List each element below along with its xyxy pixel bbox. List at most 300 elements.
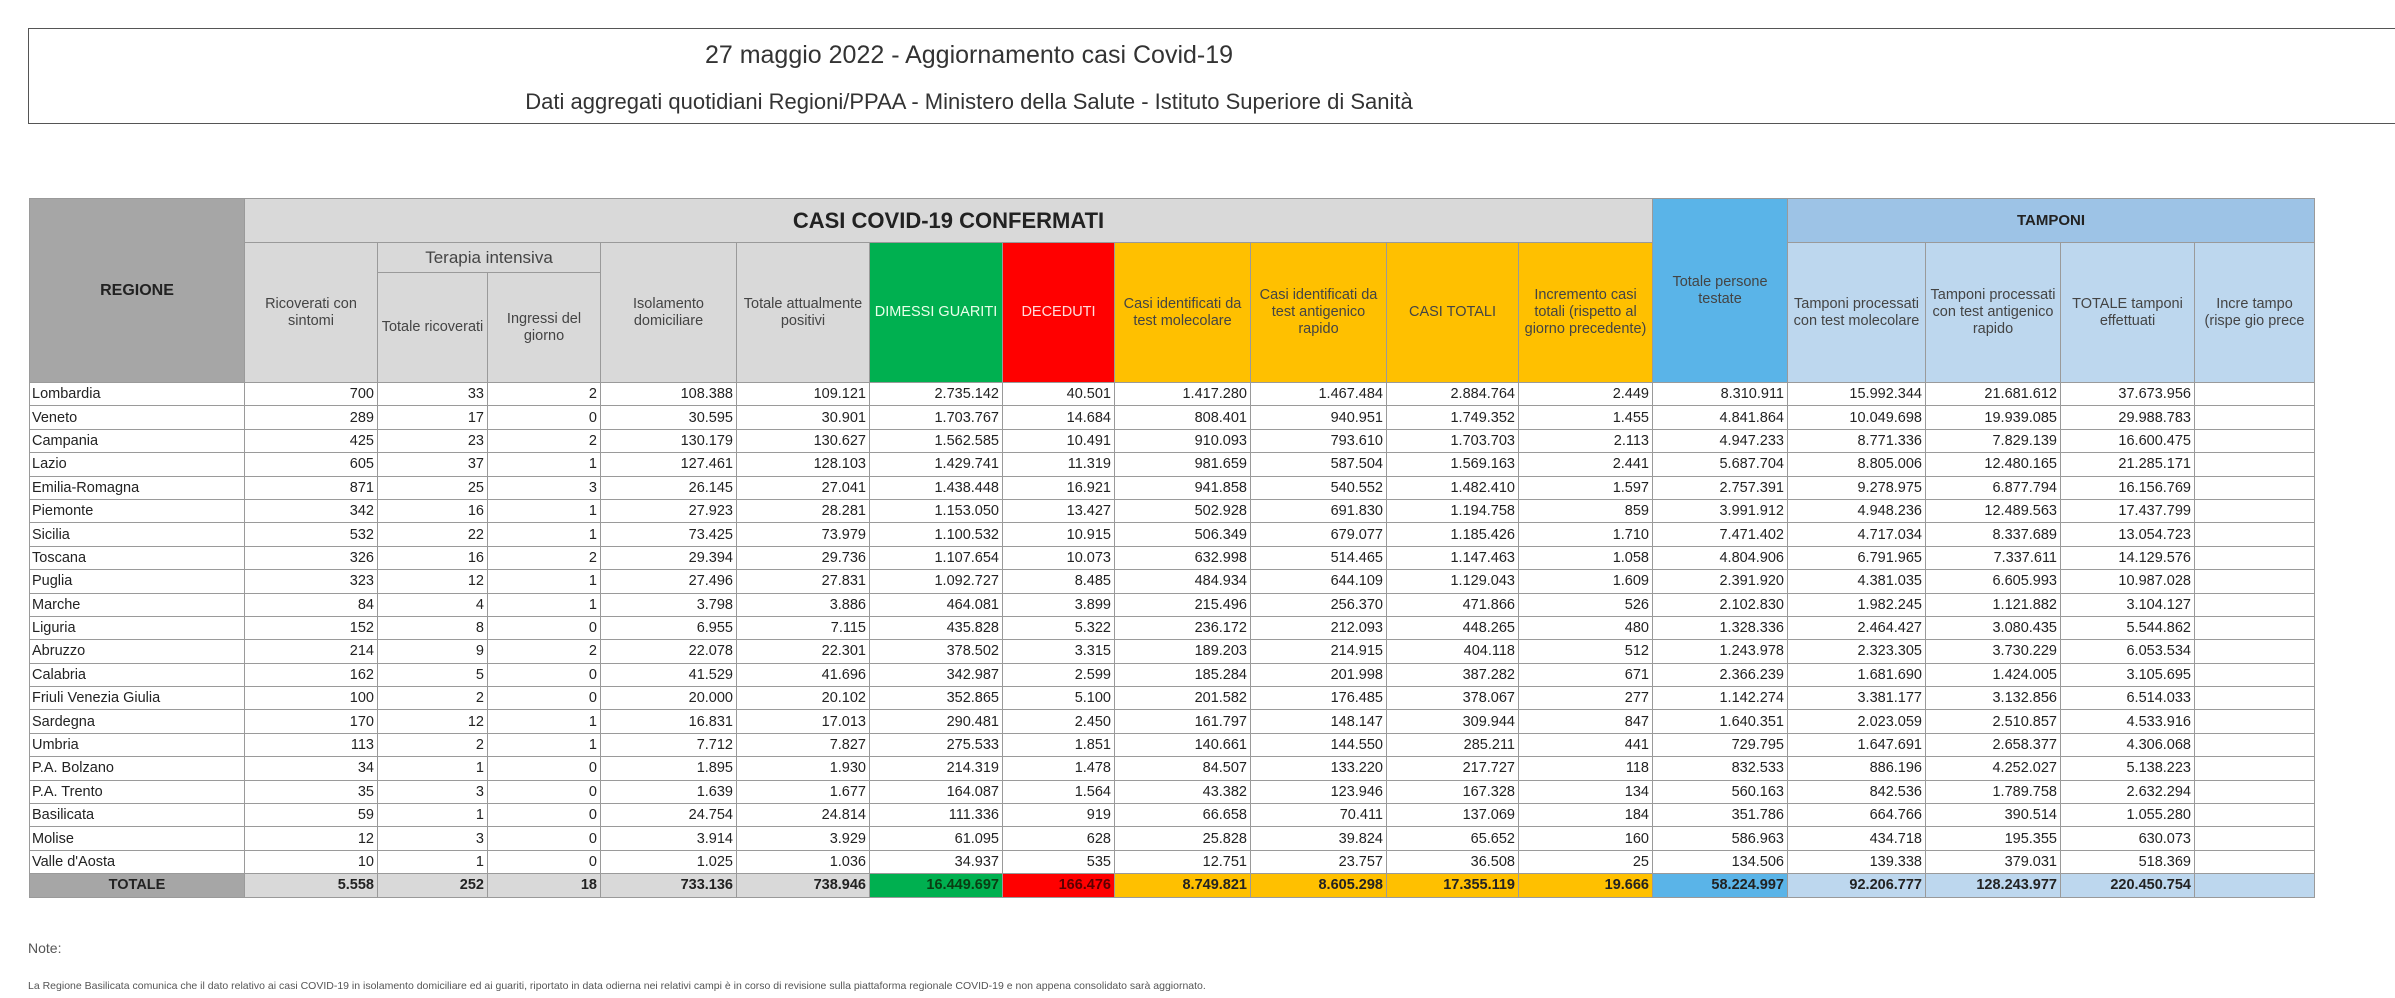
table-cell: 12 bbox=[378, 710, 488, 733]
region-name-cell: Friuli Venezia Giulia bbox=[30, 687, 245, 710]
table-cell: 3.899 bbox=[1003, 593, 1115, 616]
table-cell: 1.478 bbox=[1003, 757, 1115, 780]
table-cell: 1.121.882 bbox=[1926, 593, 2061, 616]
totals-cell-empty bbox=[2195, 874, 2315, 897]
table-cell: 5.100 bbox=[1003, 687, 1115, 710]
totals-cell: 733.136 bbox=[601, 874, 737, 897]
table-cell: 1 bbox=[488, 570, 601, 593]
table-cell: 3.730.229 bbox=[1926, 640, 2061, 663]
table-cell: 842.536 bbox=[1788, 780, 1926, 803]
totals-cell: 58.224.997 bbox=[1653, 874, 1788, 897]
table-cell: 0 bbox=[488, 757, 601, 780]
table-cell: 941.858 bbox=[1115, 476, 1251, 499]
table-cell: 7.712 bbox=[601, 733, 737, 756]
table-cell-empty bbox=[2195, 523, 2315, 546]
table-cell: 162 bbox=[245, 663, 378, 686]
table-cell: 2 bbox=[378, 687, 488, 710]
table-cell: 34.937 bbox=[870, 850, 1003, 873]
table-cell: 201.582 bbox=[1115, 687, 1251, 710]
table-cell: 1.677 bbox=[737, 780, 870, 803]
table-row bbox=[30, 850, 2315, 873]
table-cell: 526 bbox=[1519, 593, 1653, 616]
table-cell: 0 bbox=[488, 687, 601, 710]
table-cell: 10.491 bbox=[1003, 429, 1115, 452]
table-cell: 35 bbox=[245, 780, 378, 803]
table-cell: 886.196 bbox=[1788, 757, 1926, 780]
table-cell: 29.988.783 bbox=[2061, 406, 2195, 429]
table-cell: 6.955 bbox=[601, 616, 737, 639]
table-cell: 1.639 bbox=[601, 780, 737, 803]
table-cell: 24.814 bbox=[737, 804, 870, 827]
table-cell: 3.798 bbox=[601, 593, 737, 616]
table-cell: 2.323.305 bbox=[1788, 640, 1926, 663]
table-cell: 30.595 bbox=[601, 406, 737, 429]
table-cell: 1.597 bbox=[1519, 476, 1653, 499]
table-cell: 7.829.139 bbox=[1926, 429, 2061, 452]
table-cell: 134 bbox=[1519, 780, 1653, 803]
table-cell: 290.481 bbox=[870, 710, 1003, 733]
table-cell: 13.054.723 bbox=[2061, 523, 2195, 546]
title-box bbox=[28, 28, 2395, 124]
table-cell: 130.179 bbox=[601, 429, 737, 452]
table-cell: 3 bbox=[378, 827, 488, 850]
table-cell: 137.069 bbox=[1387, 804, 1519, 827]
totals-cell: 19.666 bbox=[1519, 874, 1653, 897]
table-cell: 1.569.163 bbox=[1387, 453, 1519, 476]
table-cell: 113 bbox=[245, 733, 378, 756]
header-regione: REGIONE bbox=[30, 199, 245, 383]
header-ricoverati: Ricoverati con sintomi bbox=[245, 243, 378, 383]
table-cell: 17 bbox=[378, 406, 488, 429]
table-cell: 22 bbox=[378, 523, 488, 546]
table-row bbox=[30, 733, 2315, 756]
table-cell: 1.562.585 bbox=[870, 429, 1003, 452]
table-cell: 127.461 bbox=[601, 453, 737, 476]
table-cell: 518.369 bbox=[2061, 850, 2195, 873]
table-cell: 871 bbox=[245, 476, 378, 499]
table-cell: 23 bbox=[378, 429, 488, 452]
table-cell: 70.411 bbox=[1251, 804, 1387, 827]
table-cell: 3.132.856 bbox=[1926, 687, 2061, 710]
table-cell-empty bbox=[2195, 383, 2315, 406]
table-cell: 10.049.698 bbox=[1788, 406, 1926, 429]
table-cell: 1 bbox=[378, 850, 488, 873]
table-cell: 289 bbox=[245, 406, 378, 429]
table-cell: 25 bbox=[1519, 850, 1653, 873]
table-row bbox=[30, 687, 2315, 710]
table-cell: 1.467.484 bbox=[1251, 383, 1387, 406]
region-name-cell: Abruzzo bbox=[30, 640, 245, 663]
table-body bbox=[30, 383, 2315, 898]
table-cell: 2.658.377 bbox=[1926, 733, 2061, 756]
table-cell: 164.087 bbox=[870, 780, 1003, 803]
table-cell-empty bbox=[2195, 757, 2315, 780]
table-cell: 7.471.402 bbox=[1653, 523, 1788, 546]
table-cell: 40.501 bbox=[1003, 383, 1115, 406]
table-cell: 1 bbox=[378, 804, 488, 827]
table-cell-empty bbox=[2195, 804, 2315, 827]
table-cell: 1.100.532 bbox=[870, 523, 1003, 546]
table-cell: 15.992.344 bbox=[1788, 383, 1926, 406]
table-cell: 12 bbox=[378, 570, 488, 593]
table-cell: 1 bbox=[488, 499, 601, 522]
table-cell: 4.717.034 bbox=[1788, 523, 1926, 546]
table-cell-empty bbox=[2195, 570, 2315, 593]
table-cell: 4 bbox=[378, 593, 488, 616]
region-name-cell: Campania bbox=[30, 429, 245, 452]
totals-cell: 220.450.754 bbox=[2061, 874, 2195, 897]
table-cell: 1.681.690 bbox=[1788, 663, 1926, 686]
table-cell: 27.831 bbox=[737, 570, 870, 593]
table-cell: 111.336 bbox=[870, 804, 1003, 827]
region-name-cell: Piemonte bbox=[30, 499, 245, 522]
table-cell: 309.944 bbox=[1387, 710, 1519, 733]
table-cell: 1 bbox=[488, 453, 601, 476]
table-cell: 10 bbox=[245, 850, 378, 873]
table-cell: 20.102 bbox=[737, 687, 870, 710]
region-name-cell: Molise bbox=[30, 827, 245, 850]
table-cell: 1.609 bbox=[1519, 570, 1653, 593]
table-row bbox=[30, 570, 2315, 593]
header-antigenico: Casi identificati da test antigenico rapido bbox=[1251, 243, 1387, 383]
table-cell: 3.929 bbox=[737, 827, 870, 850]
table-cell: 12.751 bbox=[1115, 850, 1251, 873]
table-cell: 20.000 bbox=[601, 687, 737, 710]
table-cell: 34 bbox=[245, 757, 378, 780]
region-name-cell: Marche bbox=[30, 593, 245, 616]
header-molecolare: Casi identificati da test molecolare bbox=[1115, 243, 1251, 383]
table-cell: 21.285.171 bbox=[2061, 453, 2195, 476]
table-cell: 2.632.294 bbox=[2061, 780, 2195, 803]
table-cell: 27.496 bbox=[601, 570, 737, 593]
table-cell: 184 bbox=[1519, 804, 1653, 827]
table-cell-empty bbox=[2195, 616, 2315, 639]
totals-cell: 8.605.298 bbox=[1251, 874, 1387, 897]
table-cell: 1.107.654 bbox=[870, 546, 1003, 569]
table-cell: 1.564 bbox=[1003, 780, 1115, 803]
table-cell: 4.381.035 bbox=[1788, 570, 1926, 593]
table-row bbox=[30, 383, 2315, 406]
table-cell: 859 bbox=[1519, 499, 1653, 522]
table-cell: 9 bbox=[378, 640, 488, 663]
table-cell: 1.455 bbox=[1519, 406, 1653, 429]
table-cell: 540.552 bbox=[1251, 476, 1387, 499]
table-cell: 506.349 bbox=[1115, 523, 1251, 546]
table-cell: 793.610 bbox=[1251, 429, 1387, 452]
table-cell: 1.092.727 bbox=[870, 570, 1003, 593]
table-cell: 7.827 bbox=[737, 733, 870, 756]
table-cell: 285.211 bbox=[1387, 733, 1519, 756]
table-cell: 1.025 bbox=[601, 850, 737, 873]
table-cell: 464.081 bbox=[870, 593, 1003, 616]
table-cell: 2.102.830 bbox=[1653, 593, 1788, 616]
table-cell: 323 bbox=[245, 570, 378, 593]
table-cell: 36.508 bbox=[1387, 850, 1519, 873]
table-cell: 134.506 bbox=[1653, 850, 1788, 873]
table-cell: 378.502 bbox=[870, 640, 1003, 663]
table-cell: 214 bbox=[245, 640, 378, 663]
table-cell: 3.914 bbox=[601, 827, 737, 850]
table-cell: 1.438.448 bbox=[870, 476, 1003, 499]
table-cell: 342 bbox=[245, 499, 378, 522]
table-cell: 161.797 bbox=[1115, 710, 1251, 733]
table-cell: 5.687.704 bbox=[1653, 453, 1788, 476]
table-row bbox=[30, 616, 2315, 639]
table-row bbox=[30, 453, 2315, 476]
table-cell: 1.930 bbox=[737, 757, 870, 780]
table-cell: 12.489.563 bbox=[1926, 499, 2061, 522]
table-cell: 691.830 bbox=[1251, 499, 1387, 522]
table-cell: 139.338 bbox=[1788, 850, 1926, 873]
table-cell-empty bbox=[2195, 850, 2315, 873]
table-cell: 11.319 bbox=[1003, 453, 1115, 476]
region-name-cell: Calabria bbox=[30, 663, 245, 686]
header-terapia-intensiva: Terapia intensiva bbox=[378, 243, 601, 273]
table-cell: 16 bbox=[378, 499, 488, 522]
table-cell: 3.886 bbox=[737, 593, 870, 616]
table-cell: 133.220 bbox=[1251, 757, 1387, 780]
table-cell: 664.766 bbox=[1788, 804, 1926, 827]
table-cell: 1.429.741 bbox=[870, 453, 1003, 476]
table-cell: 9.278.975 bbox=[1788, 476, 1926, 499]
table-cell: 12.480.165 bbox=[1926, 453, 2061, 476]
table-cell: 700 bbox=[245, 383, 378, 406]
table-cell: 2 bbox=[488, 429, 601, 452]
notes-text: La Regione Basilicata comunica che il dato relativo ai casi COVID-19 in isolamento domiciliare ed ai guariti, riportato in data odierna nei relativi campi è in corso di revisione sulla piattaforma regionale COVID-19 e non appena consolidato sarà aggiornato. bbox=[28, 980, 1206, 992]
table-cell: 4.841.864 bbox=[1653, 406, 1788, 429]
table-cell: 628 bbox=[1003, 827, 1115, 850]
table-cell: 29.736 bbox=[737, 546, 870, 569]
header-tamp-incremento: Incre tampo (rispe gio prece bbox=[2195, 243, 2315, 383]
header-casi-totali: CASI TOTALI bbox=[1387, 243, 1519, 383]
table-cell-empty bbox=[2195, 710, 2315, 733]
table-cell: 17.013 bbox=[737, 710, 870, 733]
table-cell: 471.866 bbox=[1387, 593, 1519, 616]
table-row bbox=[30, 476, 2315, 499]
notes-label: Note: bbox=[28, 940, 62, 956]
table-cell: 167.328 bbox=[1387, 780, 1519, 803]
table-cell: 1.417.280 bbox=[1115, 383, 1251, 406]
table-cell: 41.529 bbox=[601, 663, 737, 686]
table-cell: 108.388 bbox=[601, 383, 737, 406]
totals-cell: 17.355.119 bbox=[1387, 874, 1519, 897]
table-cell: 6.514.033 bbox=[2061, 687, 2195, 710]
table-cell: 5.322 bbox=[1003, 616, 1115, 639]
table-row bbox=[30, 429, 2315, 452]
region-name-cell: Toscana bbox=[30, 546, 245, 569]
table-cell: 0 bbox=[488, 616, 601, 639]
table-cell: 2.441 bbox=[1519, 453, 1653, 476]
header-persone-testate: Totale persone testate bbox=[1653, 199, 1788, 383]
table-cell: 387.282 bbox=[1387, 663, 1519, 686]
table-cell: 832.533 bbox=[1653, 757, 1788, 780]
table-cell: 1.710 bbox=[1519, 523, 1653, 546]
table-cell: 2 bbox=[378, 733, 488, 756]
table-cell: 65.652 bbox=[1387, 827, 1519, 850]
table-cell: 30.901 bbox=[737, 406, 870, 429]
region-name-cell: P.A. Trento bbox=[30, 780, 245, 803]
region-name-cell: Umbria bbox=[30, 733, 245, 756]
table-cell: 1.749.352 bbox=[1387, 406, 1519, 429]
table-cell: 256.370 bbox=[1251, 593, 1387, 616]
table-cell: 73.425 bbox=[601, 523, 737, 546]
table-cell: 1 bbox=[488, 523, 601, 546]
table-cell: 2.450 bbox=[1003, 710, 1115, 733]
table-cell: 176.485 bbox=[1251, 687, 1387, 710]
table-cell: 0 bbox=[488, 663, 601, 686]
table-cell: 1 bbox=[488, 593, 601, 616]
table-cell: 215.496 bbox=[1115, 593, 1251, 616]
table-cell: 1 bbox=[378, 757, 488, 780]
table-cell: 14.129.576 bbox=[2061, 546, 2195, 569]
table-cell: 7.337.611 bbox=[1926, 546, 2061, 569]
header-tamp-antigenico: Tamponi processati con test antigenico rapido bbox=[1926, 243, 2061, 383]
table-cell: 2.884.764 bbox=[1387, 383, 1519, 406]
table-row bbox=[30, 827, 2315, 850]
table-cell: 0 bbox=[488, 850, 601, 873]
table-cell: 808.401 bbox=[1115, 406, 1251, 429]
table-cell: 27.923 bbox=[601, 499, 737, 522]
table-cell: 212.093 bbox=[1251, 616, 1387, 639]
page-title: 27 maggio 2022 - Aggiornamento casi Covid-19 bbox=[704, 41, 1234, 69]
totals-cell: 252 bbox=[378, 874, 488, 897]
table-cell: 109.121 bbox=[737, 383, 870, 406]
table-cell: 351.786 bbox=[1653, 804, 1788, 827]
table-row bbox=[30, 710, 2315, 733]
table-cell: 275.533 bbox=[870, 733, 1003, 756]
region-name-cell: Lombardia bbox=[30, 383, 245, 406]
table-cell-empty bbox=[2195, 780, 2315, 803]
table-cell: 37 bbox=[378, 453, 488, 476]
table-cell: 1.982.245 bbox=[1788, 593, 1926, 616]
header-isolamento: Isolamento domiciliare bbox=[601, 243, 737, 383]
table-cell: 3.105.695 bbox=[2061, 663, 2195, 686]
table-cell-empty bbox=[2195, 453, 2315, 476]
table-row bbox=[30, 663, 2315, 686]
table-cell: 1.789.758 bbox=[1926, 780, 2061, 803]
region-name-cell: Lazio bbox=[30, 453, 245, 476]
table-cell: 2.391.920 bbox=[1653, 570, 1788, 593]
table-cell: 1 bbox=[488, 733, 601, 756]
table-cell: 4.306.068 bbox=[2061, 733, 2195, 756]
table-cell: 1.703.703 bbox=[1387, 429, 1519, 452]
table-cell: 201.998 bbox=[1251, 663, 1387, 686]
table-cell: 16.156.769 bbox=[2061, 476, 2195, 499]
page-subtitle: Dati aggregati quotidiani Regioni/PPAA - Ministero della Salute - Istituto Superiore di Sanità bbox=[525, 89, 1413, 114]
region-name-cell: P.A. Bolzano bbox=[30, 757, 245, 780]
table-cell: 679.077 bbox=[1251, 523, 1387, 546]
table-cell: 390.514 bbox=[1926, 804, 2061, 827]
table-row bbox=[30, 780, 2315, 803]
table-row bbox=[30, 546, 2315, 569]
table-cell: 2.599 bbox=[1003, 663, 1115, 686]
table-cell: 1.147.463 bbox=[1387, 546, 1519, 569]
table-cell: 532 bbox=[245, 523, 378, 546]
table-cell: 378.067 bbox=[1387, 687, 1519, 710]
region-name-cell: Liguria bbox=[30, 616, 245, 639]
region-name-cell: Valle d'Aosta bbox=[30, 850, 245, 873]
table-cell: 2 bbox=[488, 383, 601, 406]
table-cell: 13.427 bbox=[1003, 499, 1115, 522]
table-cell: 1.055.280 bbox=[2061, 804, 2195, 827]
table-cell: 152 bbox=[245, 616, 378, 639]
table-cell: 512 bbox=[1519, 640, 1653, 663]
table-cell: 130.627 bbox=[737, 429, 870, 452]
table-cell: 4.533.916 bbox=[2061, 710, 2195, 733]
table-cell: 28.281 bbox=[737, 499, 870, 522]
table-cell: 118 bbox=[1519, 757, 1653, 780]
table-cell: 22.078 bbox=[601, 640, 737, 663]
header-tamp-totale: TOTALE tamponi effettuati bbox=[2061, 243, 2195, 383]
table-cell: 448.265 bbox=[1387, 616, 1519, 639]
table-cell: 3 bbox=[378, 780, 488, 803]
table-cell: 26.145 bbox=[601, 476, 737, 499]
table-cell: 10.073 bbox=[1003, 546, 1115, 569]
table-cell: 1.153.050 bbox=[870, 499, 1003, 522]
table-cell: 214.915 bbox=[1251, 640, 1387, 663]
table-cell: 23.757 bbox=[1251, 850, 1387, 873]
table-cell: 7.115 bbox=[737, 616, 870, 639]
totals-row bbox=[30, 874, 2315, 897]
table-cell: 352.865 bbox=[870, 687, 1003, 710]
table-cell: 41.696 bbox=[737, 663, 870, 686]
table-cell: 217.727 bbox=[1387, 757, 1519, 780]
table-cell: 5.138.223 bbox=[2061, 757, 2195, 780]
table-cell: 1.895 bbox=[601, 757, 737, 780]
table-cell: 10.987.028 bbox=[2061, 570, 2195, 593]
table-row bbox=[30, 499, 2315, 522]
table-cell: 644.109 bbox=[1251, 570, 1387, 593]
table-cell: 425 bbox=[245, 429, 378, 452]
table-cell: 25.828 bbox=[1115, 827, 1251, 850]
table-cell: 21.681.612 bbox=[1926, 383, 2061, 406]
region-name-cell: Puglia bbox=[30, 570, 245, 593]
table-cell: 128.103 bbox=[737, 453, 870, 476]
table-cell-empty bbox=[2195, 640, 2315, 663]
header-positivi: Totale attualmente positivi bbox=[737, 243, 870, 383]
table-cell: 1.129.043 bbox=[1387, 570, 1519, 593]
table-cell: 3.991.912 bbox=[1653, 499, 1788, 522]
table-cell: 39.824 bbox=[1251, 827, 1387, 850]
table-cell: 6.605.993 bbox=[1926, 570, 2061, 593]
table-cell: 1.328.336 bbox=[1653, 616, 1788, 639]
table-cell: 123.946 bbox=[1251, 780, 1387, 803]
table-cell: 236.172 bbox=[1115, 616, 1251, 639]
table-cell: 22.301 bbox=[737, 640, 870, 663]
table-cell: 2 bbox=[488, 640, 601, 663]
table-cell: 2.757.391 bbox=[1653, 476, 1788, 499]
table-cell: 84.507 bbox=[1115, 757, 1251, 780]
table-cell: 3.315 bbox=[1003, 640, 1115, 663]
table-cell-empty bbox=[2195, 733, 2315, 756]
table-cell: 43.382 bbox=[1115, 780, 1251, 803]
header-dimessi: DIMESSI GUARITI bbox=[870, 243, 1003, 383]
table-cell: 435.828 bbox=[870, 616, 1003, 639]
table-cell: 2.113 bbox=[1519, 429, 1653, 452]
table-cell: 8 bbox=[378, 616, 488, 639]
table-cell: 2 bbox=[488, 546, 601, 569]
table-cell: 14.684 bbox=[1003, 406, 1115, 429]
table-cell: 2.464.427 bbox=[1788, 616, 1926, 639]
table-cell: 16.831 bbox=[601, 710, 737, 733]
table-cell-empty bbox=[2195, 593, 2315, 616]
table-cell-empty bbox=[2195, 406, 2315, 429]
table-cell: 5.544.862 bbox=[2061, 616, 2195, 639]
table-cell: 6.053.534 bbox=[2061, 640, 2195, 663]
table-cell: 1.058 bbox=[1519, 546, 1653, 569]
table-row bbox=[30, 523, 2315, 546]
table-cell: 8.805.006 bbox=[1788, 453, 1926, 476]
